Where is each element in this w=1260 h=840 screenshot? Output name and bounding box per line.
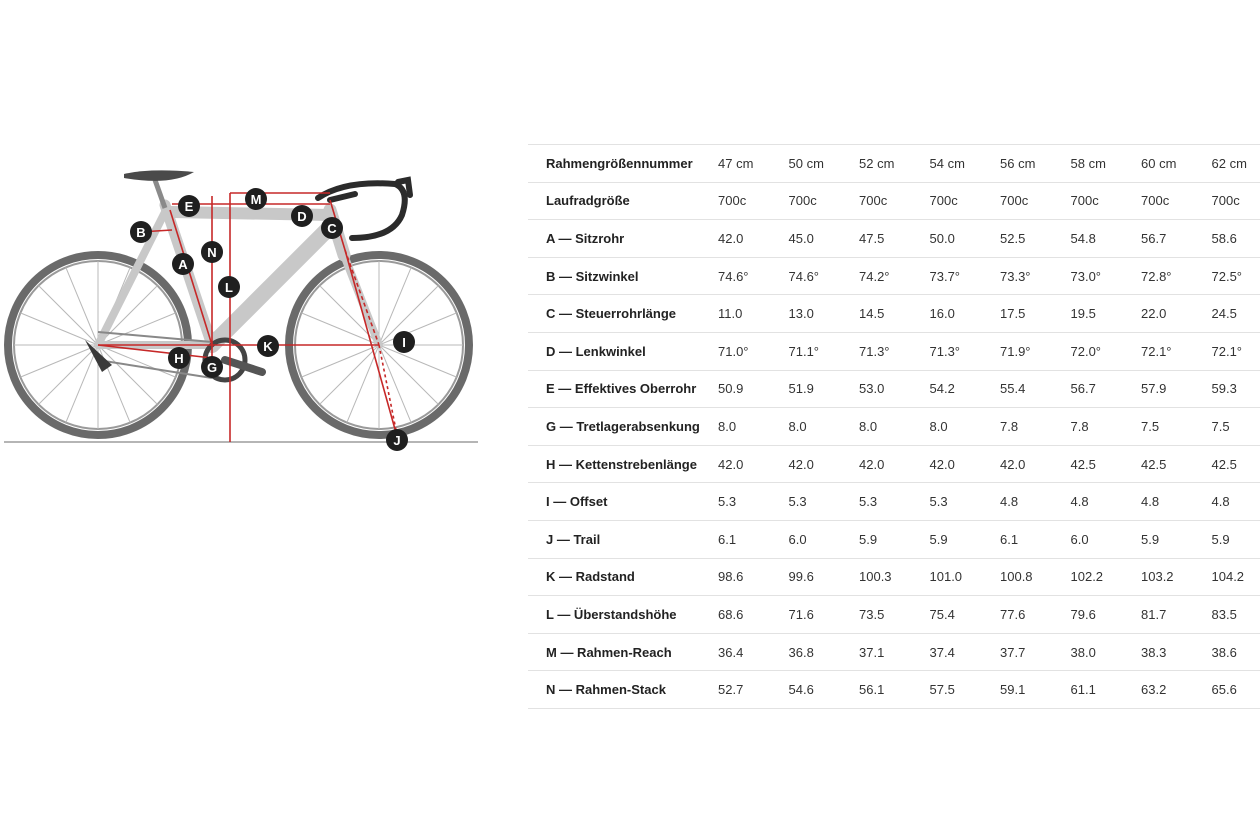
table-cell: 8.0: [718, 408, 789, 446]
table-cell: 42.0: [718, 220, 789, 258]
table-cell: 68.6: [718, 596, 789, 634]
table-cell: 74.2°: [859, 257, 930, 295]
table-cell: 54.2: [930, 370, 1001, 408]
table-row: [528, 671, 1260, 709]
row-label: Laufradgröße: [528, 182, 718, 220]
table-cell: 79.6: [1071, 596, 1142, 634]
marker-e: [178, 195, 200, 217]
table-cell: 51.9: [789, 370, 860, 408]
row-label: G — Tretlagerabsenkung: [528, 408, 718, 446]
table-cell: 14.5: [859, 295, 930, 333]
table-cell: 42.0: [718, 445, 789, 483]
table-header-row: [528, 145, 1260, 183]
table-cell: 700c: [718, 182, 789, 220]
size-header: 54 cm: [930, 145, 1001, 183]
table-row: [528, 257, 1260, 295]
svg-text:B: B: [136, 225, 146, 240]
size-header: 50 cm: [789, 145, 860, 183]
svg-text:H: H: [174, 351, 184, 366]
table-cell: 53.0: [859, 370, 930, 408]
table-cell: 83.5: [1212, 596, 1260, 634]
table-cell: 52.5: [1000, 220, 1071, 258]
table-row: [528, 182, 1260, 220]
table-row: [528, 408, 1260, 446]
table-cell: 37.4: [930, 633, 1001, 671]
table-cell: 38.0: [1071, 633, 1142, 671]
table-cell: 63.2: [1141, 671, 1212, 709]
marker-n: [201, 241, 223, 263]
table-cell: 700c: [789, 182, 860, 220]
table-cell: 17.5: [1000, 295, 1071, 333]
bike-geometry-diagram: [0, 150, 490, 470]
marker-c: [321, 217, 343, 239]
table-cell: 72.0°: [1071, 332, 1142, 370]
table-cell: 5.9: [1141, 520, 1212, 558]
size-header: 56 cm: [1000, 145, 1071, 183]
table-cell: 57.9: [1141, 370, 1212, 408]
table-row: [528, 295, 1260, 333]
table-cell: 42.0: [930, 445, 1001, 483]
marker-l: [218, 276, 240, 298]
row-label: I — Offset: [528, 483, 718, 521]
table-cell: 7.5: [1141, 408, 1212, 446]
table-cell: 72.1°: [1212, 332, 1260, 370]
marker-m: [245, 188, 267, 210]
table-cell: 5.9: [859, 520, 930, 558]
table-cell: 71.0°: [718, 332, 789, 370]
table-cell: 56.1: [859, 671, 930, 709]
table-cell: 42.0: [789, 445, 860, 483]
table-cell: 81.7: [1141, 596, 1212, 634]
table-cell: 42.5: [1141, 445, 1212, 483]
table-cell: 65.6: [1212, 671, 1260, 709]
table-cell: 61.1: [1071, 671, 1142, 709]
table-cell: 700c: [930, 182, 1001, 220]
table-cell: 16.0: [930, 295, 1001, 333]
table-cell: 73.0°: [1071, 257, 1142, 295]
table-cell: 45.0: [789, 220, 860, 258]
table-cell: 7.8: [1000, 408, 1071, 446]
table-cell: 6.0: [789, 520, 860, 558]
table-cell: 54.6: [789, 671, 860, 709]
svg-text:K: K: [263, 339, 273, 354]
marker-a: [172, 253, 194, 275]
marker-k: [257, 335, 279, 357]
table-cell: 42.0: [1000, 445, 1071, 483]
table-cell: 50.0: [930, 220, 1001, 258]
svg-text:G: G: [206, 360, 218, 375]
row-label: A — Sitzrohr: [528, 220, 718, 258]
size-header: 47 cm: [718, 145, 789, 183]
table-cell: 71.6: [789, 596, 860, 634]
marker-g: [201, 356, 223, 378]
table-cell: 19.5: [1071, 295, 1142, 333]
row-label: K — Radstand: [528, 558, 718, 596]
size-header: 52 cm: [859, 145, 930, 183]
marker-b: [130, 221, 152, 243]
svg-text:D: D: [297, 209, 307, 224]
marker-d: [291, 205, 313, 227]
table-cell: 5.9: [930, 520, 1001, 558]
table-cell: 59.3: [1212, 370, 1260, 408]
table-cell: 54.8: [1071, 220, 1142, 258]
table-cell: 73.3°: [1000, 257, 1071, 295]
table-cell: 6.1: [1000, 520, 1071, 558]
table-cell: 6.1: [718, 520, 789, 558]
table-cell: 700c: [1071, 182, 1142, 220]
table-row: [528, 520, 1260, 558]
svg-text:L: L: [225, 280, 233, 295]
table-cell: 4.8: [1141, 483, 1212, 521]
table-cell: 38.6: [1212, 633, 1260, 671]
size-header: 62 cm: [1212, 145, 1260, 183]
marker-h: [168, 347, 190, 369]
svg-text:E: E: [184, 199, 194, 214]
svg-text:M: M: [250, 192, 262, 207]
table-cell: 50.9: [718, 370, 789, 408]
table-cell: 100.8: [1000, 558, 1071, 596]
table-row: [528, 633, 1260, 671]
table-cell: 8.0: [789, 408, 860, 446]
table-cell: 71.9°: [1000, 332, 1071, 370]
table-cell: 6.0: [1071, 520, 1142, 558]
svg-text:A: A: [178, 257, 188, 272]
row-label: E — Effektives Oberrohr: [528, 370, 718, 408]
table-row: [528, 445, 1260, 483]
table-cell: 42.5: [1071, 445, 1142, 483]
table-cell: 5.9: [1212, 520, 1260, 558]
table-cell: 72.5°: [1212, 257, 1260, 295]
table-cell: 99.6: [789, 558, 860, 596]
table-row: [528, 483, 1260, 521]
table-cell: 75.4: [930, 596, 1001, 634]
row-label: J — Trail: [528, 520, 718, 558]
row-label: B — Sitzwinkel: [528, 257, 718, 295]
table-cell: 38.3: [1141, 633, 1212, 671]
row-label: L — Überstandshöhe: [528, 596, 718, 634]
table-cell: 42.0: [859, 445, 930, 483]
row-label: N — Rahmen-Stack: [528, 671, 718, 709]
table-cell: 74.6°: [789, 257, 860, 295]
table-cell: 74.6°: [718, 257, 789, 295]
table-cell: 4.8: [1212, 483, 1260, 521]
svg-text:I: I: [402, 335, 406, 350]
table-cell: 73.5: [859, 596, 930, 634]
table-cell: 7.8: [1071, 408, 1142, 446]
table-cell: 77.6: [1000, 596, 1071, 634]
table-cell: 71.3°: [859, 332, 930, 370]
table-cell: 56.7: [1141, 220, 1212, 258]
table-cell: 36.4: [718, 633, 789, 671]
table-cell: 4.8: [1071, 483, 1142, 521]
table-row: [528, 558, 1260, 596]
table-cell: 5.3: [930, 483, 1001, 521]
table-cell: 37.1: [859, 633, 930, 671]
table-cell: 58.6: [1212, 220, 1260, 258]
table-cell: 52.7: [718, 671, 789, 709]
table-cell: 72.8°: [1141, 257, 1212, 295]
table-cell: 8.0: [859, 408, 930, 446]
table-cell: 73.7°: [930, 257, 1001, 295]
table-row: [528, 596, 1260, 634]
size-header: 60 cm: [1141, 145, 1212, 183]
marker-j: [386, 429, 408, 451]
table-cell: 57.5: [930, 671, 1001, 709]
row-label: H — Kettenstrebenlänge: [528, 445, 718, 483]
table-cell: 5.3: [789, 483, 860, 521]
table-cell: 36.8: [789, 633, 860, 671]
row-label: D — Lenkwinkel: [528, 332, 718, 370]
table-cell: 72.1°: [1141, 332, 1212, 370]
table-cell: 4.8: [1000, 483, 1071, 521]
table-row: [528, 332, 1260, 370]
row-label: C — Steuerrohrlänge: [528, 295, 718, 333]
table-cell: 700c: [1212, 182, 1260, 220]
size-header: 58 cm: [1071, 145, 1142, 183]
table-cell: 11.0: [718, 295, 789, 333]
table-cell: 8.0: [930, 408, 1001, 446]
marker-i: [393, 331, 415, 353]
table-cell: 71.1°: [789, 332, 860, 370]
row-label: M — Rahmen-Reach: [528, 633, 718, 671]
table-cell: 37.7: [1000, 633, 1071, 671]
table-cell: 700c: [859, 182, 930, 220]
table-cell: 56.7: [1071, 370, 1142, 408]
table-cell: 102.2: [1071, 558, 1142, 596]
svg-text:J: J: [393, 433, 401, 448]
table-cell: 98.6: [718, 558, 789, 596]
table-cell: 100.3: [859, 558, 930, 596]
svg-text:N: N: [207, 245, 217, 260]
table-cell: 22.0: [1141, 295, 1212, 333]
svg-text:C: C: [327, 221, 337, 236]
table-cell: 47.5: [859, 220, 930, 258]
table-cell: 7.5: [1212, 408, 1260, 446]
geometry-table: [528, 144, 1260, 709]
table-cell: 24.5: [1212, 295, 1260, 333]
table-cell: 55.4: [1000, 370, 1071, 408]
table-cell: 700c: [1000, 182, 1071, 220]
table-cell: 5.3: [859, 483, 930, 521]
table-cell: 59.1: [1000, 671, 1071, 709]
table-cell: 104.2: [1212, 558, 1260, 596]
table-cell: 700c: [1141, 182, 1212, 220]
table-cell: 13.0: [789, 295, 860, 333]
header-label: Rahmengrößennummer: [528, 145, 718, 183]
table-cell: 71.3°: [930, 332, 1001, 370]
table-row: [528, 220, 1260, 258]
table-cell: 5.3: [718, 483, 789, 521]
table-cell: 101.0: [930, 558, 1001, 596]
table-row: [528, 370, 1260, 408]
table-cell: 42.5: [1212, 445, 1260, 483]
table-cell: 103.2: [1141, 558, 1212, 596]
